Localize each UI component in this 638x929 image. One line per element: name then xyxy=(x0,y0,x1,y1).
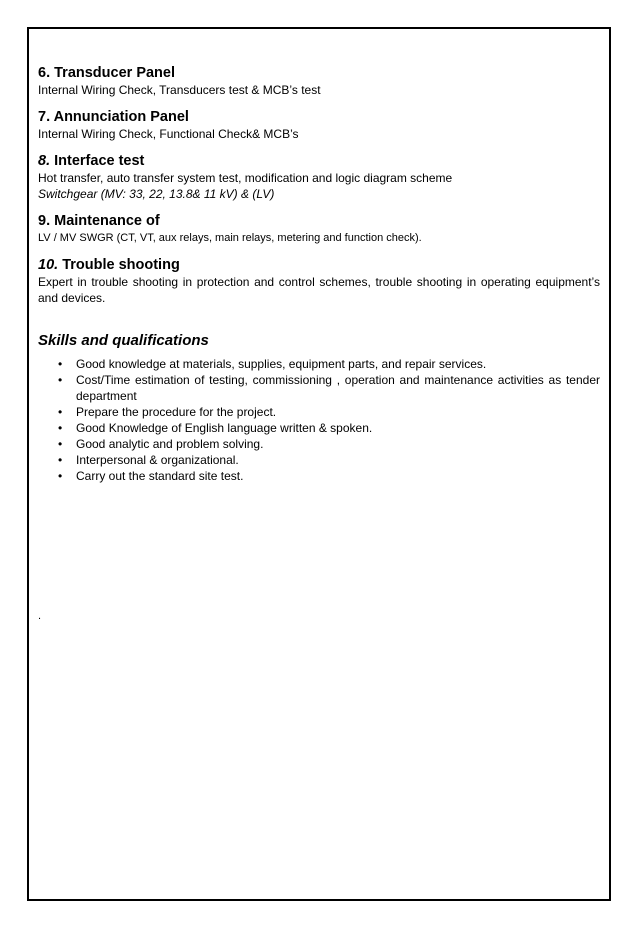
skills-heading: Skills and qualifications xyxy=(38,332,209,349)
bullet-icon: • xyxy=(58,421,63,435)
section-number: 10. xyxy=(38,257,59,273)
list-item xyxy=(38,452,600,468)
list-item-text: Good knowledge at materials, supplies, equipment parts, and repair services. xyxy=(76,357,487,371)
list-item-text: Good analytic and problem solving. xyxy=(76,437,264,451)
section-number: 7. xyxy=(38,109,51,125)
section-heading xyxy=(38,256,600,274)
list-item xyxy=(38,372,600,404)
stray-period-mark: . xyxy=(38,610,42,622)
list-item xyxy=(38,436,600,452)
section-number: 6. xyxy=(38,65,51,81)
section-interface-test xyxy=(38,152,600,202)
section-maintenance xyxy=(38,212,600,246)
section-annunciation-panel xyxy=(38,108,600,142)
section-description: Expert in trouble shooting in protection and control schemes, trouble shooting in operating equipment’s and devices. xyxy=(38,275,600,305)
section-description: LV / MV SWGR (CT, VT, aux relays, main relays, metering and function check). xyxy=(38,232,422,244)
list-item xyxy=(38,356,600,372)
section-title: Maintenance of xyxy=(54,213,160,229)
section-switchgear-line: Switchgear (MV: 33, 22, 13.8& 11 kV) & (LV) xyxy=(38,187,275,201)
section-number: 9. xyxy=(38,213,51,229)
skills-list xyxy=(38,356,600,484)
list-item-text: Good Knowledge of English language written & spoken. xyxy=(76,421,373,435)
section-description: Hot transfer, auto transfer system test, modification and logic diagram scheme xyxy=(38,171,453,185)
section-number: 8. xyxy=(38,153,51,169)
bullet-icon: • xyxy=(58,405,63,419)
list-item-text: Carry out the standard site test. xyxy=(76,469,244,483)
section-transducer-panel xyxy=(38,64,600,98)
list-item-text: Interpersonal & organizational. xyxy=(76,453,239,467)
bullet-icon: • xyxy=(58,357,63,371)
section-title: Interface test xyxy=(54,153,145,169)
list-item xyxy=(38,404,600,420)
list-item xyxy=(38,468,600,484)
section-heading xyxy=(38,64,600,82)
bullet-icon: • xyxy=(58,373,63,387)
section-title: Trouble shooting xyxy=(62,257,180,273)
section-title: Annunciation Panel xyxy=(53,109,189,125)
section-heading xyxy=(38,152,600,170)
section-title: Transducer Panel xyxy=(54,65,176,81)
bullet-icon: • xyxy=(58,453,63,467)
section-heading xyxy=(38,108,600,126)
section-description: Internal Wiring Check, Transducers test & MCB’s test xyxy=(38,83,321,97)
list-item-text: Cost/Time estimation of testing, commissioning , operation and maintenance activities as tender department xyxy=(76,373,600,403)
section-heading xyxy=(38,212,600,230)
list-item-text: Prepare the procedure for the project. xyxy=(76,405,277,419)
bullet-icon: • xyxy=(58,469,63,483)
section-description: Internal Wiring Check, Functional Check& MCB’s xyxy=(38,127,299,141)
list-item xyxy=(38,420,600,436)
bullet-icon: • xyxy=(58,437,63,451)
document-body xyxy=(38,64,600,484)
section-trouble-shooting xyxy=(38,256,600,306)
